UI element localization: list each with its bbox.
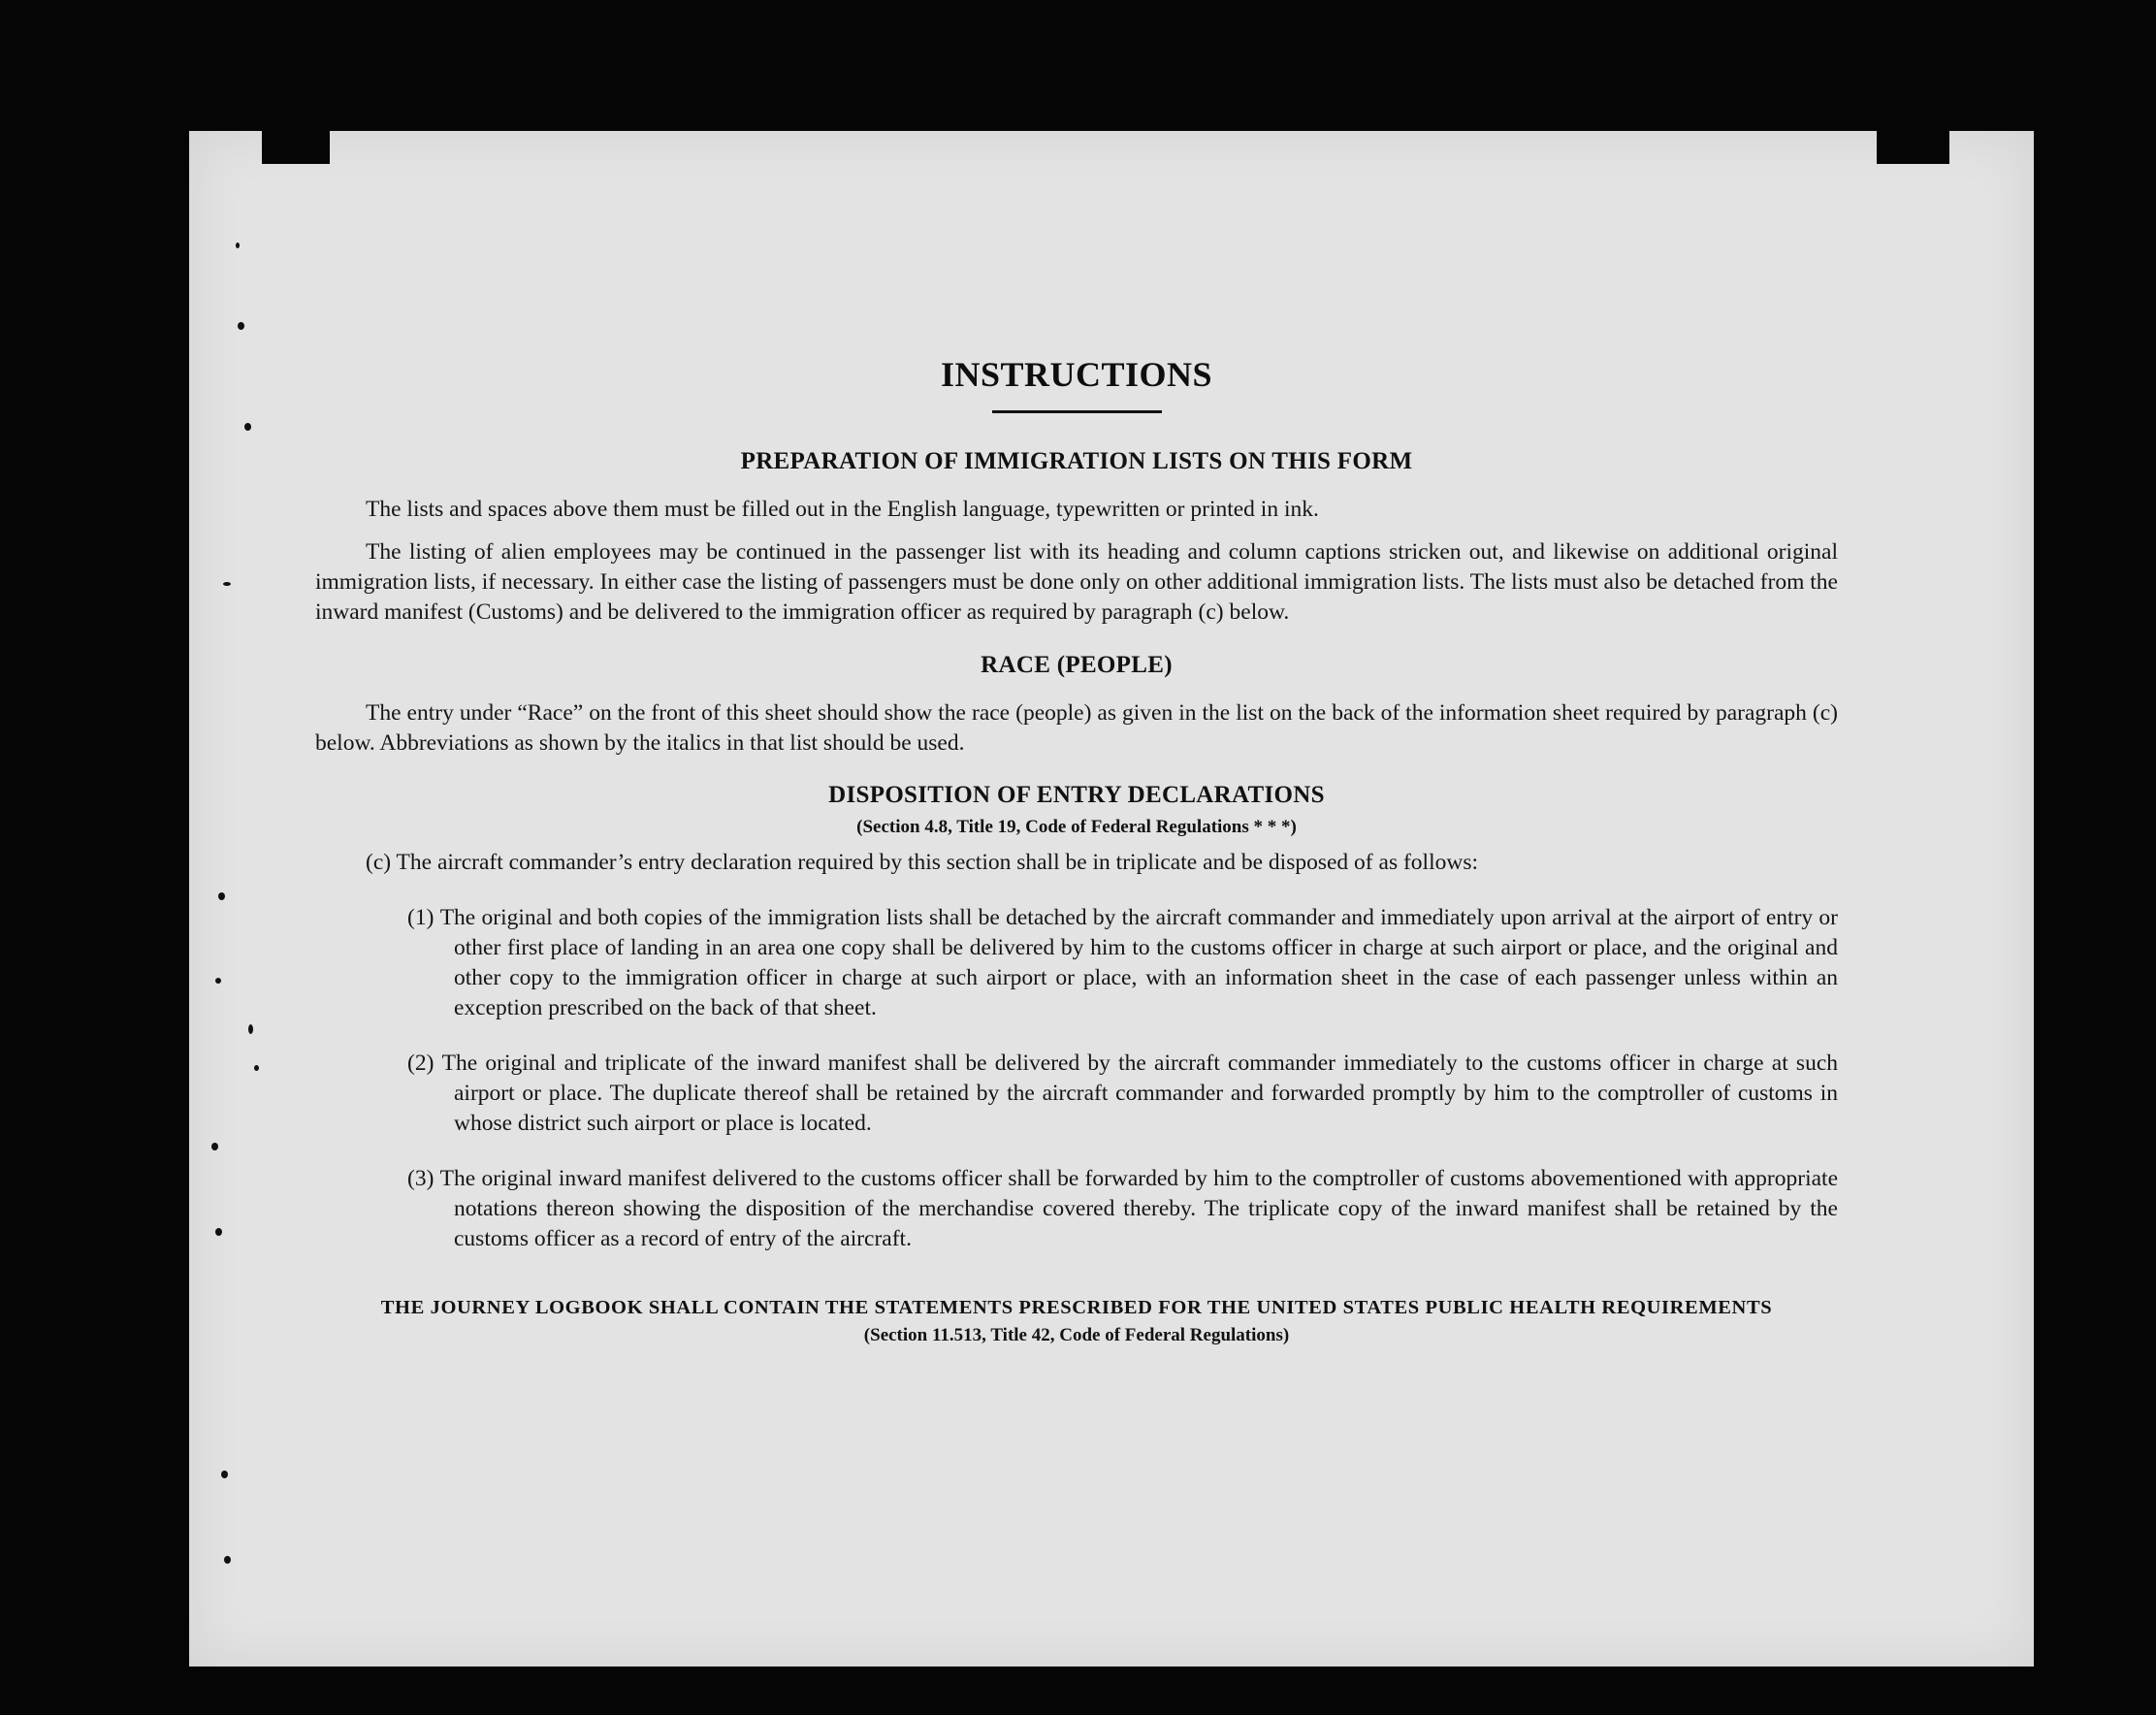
disposition-citation: (Section 4.8, Title 19, Code of Federal Regulations * * *) bbox=[856, 817, 1297, 837]
margin-mark bbox=[218, 892, 225, 900]
item-text: The original and triplicate of the inward manifest shall be delivered by the aircraft commander immediately to the customs officer in charge at such airport or place. The duplicate thereof shall be retained by the aircraft commander and forwarded promptly by him to the comptroller of customs in whose district such airport or place is located. bbox=[441, 1051, 1839, 1136]
disposition-item-1 bbox=[407, 903, 1838, 1023]
item-number: (3) bbox=[407, 1166, 434, 1191]
disposition-clause-c: (c) The aircraft commander’s entry declaration required by this section shall be in triplicate and be disposed of as follows: bbox=[366, 850, 1478, 875]
title-underline bbox=[992, 410, 1162, 413]
margin-mark bbox=[248, 1024, 253, 1034]
preparation-paragraph-2: The listing of alien employees may be continued in the passenger list with its heading and column captions stricken out, and likewise on additional original immigration lists, if necessary. In either case the listing of passengers must be done only on other additional immigration lists. The lists must also be detached from the inward manifest (Customs) and be delivered to the immigration officer as required by paragraph (c) below. bbox=[315, 539, 1838, 625]
margin-mark bbox=[221, 1471, 228, 1478]
margin-mark bbox=[236, 243, 240, 248]
margin-mark bbox=[244, 423, 251, 431]
health-requirements-citation: (Section 11.513, Title 42, Code of Federal Regulations) bbox=[863, 1325, 1290, 1345]
margin-mark bbox=[254, 1065, 259, 1071]
disposition-heading: DISPOSITION OF ENTRY DECLARATIONS bbox=[828, 782, 1325, 808]
preparation-paragraph-1: The lists and spaces above them must be filled out in the English language, typewritten or printed in ink. bbox=[366, 497, 1319, 522]
race-heading: RACE (PEOPLE) bbox=[981, 652, 1173, 678]
page-title: INSTRUCTIONS bbox=[940, 355, 1213, 394]
paper-notch-right bbox=[1877, 131, 1949, 164]
item-number: (1) bbox=[407, 905, 434, 930]
disposition-item-2 bbox=[407, 1049, 1838, 1139]
health-requirements-heading: THE JOURNEY LOGBOOK SHALL CONTAIN THE STATEMENTS PRESCRIBED FOR THE UNITED STATES PUBLIC HEALTH REQUIREMENTS bbox=[380, 1297, 1773, 1318]
item-text: The original inward manifest delivered to the customs officer shall be forwarded by him to the comptroller of customs abovementioned with appropriate notations thereon showing the disposition of the merchandise covered thereby. The triplicate copy of the inward manifest shall be retained by the customs officer as a record of entry of the aircraft. bbox=[439, 1166, 1839, 1251]
item-number: (2) bbox=[407, 1051, 434, 1076]
instructions-content bbox=[315, 354, 1838, 1346]
margin-mark bbox=[223, 582, 231, 586]
race-paragraph: The entry under “Race” on the front of this sheet should show the race (people) as given in the list on the back of the information sheet required by paragraph (c) below. Abbreviations as shown by the italics in that list should be used. bbox=[315, 700, 1838, 756]
margin-mark bbox=[238, 322, 244, 330]
margin-mark bbox=[215, 978, 221, 984]
margin-mark bbox=[215, 1228, 222, 1236]
disposition-item-3 bbox=[407, 1164, 1838, 1254]
margin-mark bbox=[224, 1556, 231, 1564]
item-text: The original and both copies of the immigration lists shall be detached by the aircraft commander and immediately upon arrival at the airport of entry or other first place of landing in an area one copy shall be delivered by him to the customs officer in charge at such airport or place, and the original and other copy to the immigration officer in charge at such airport or place, with an information sheet in the case of each passenger unless within an exception prescribed on the back of that sheet. bbox=[439, 905, 1838, 1020]
paper-notch-left bbox=[262, 131, 330, 164]
margin-mark bbox=[211, 1143, 218, 1150]
preparation-heading: PREPARATION OF IMMIGRATION LISTS ON THIS FORM bbox=[740, 448, 1413, 474]
